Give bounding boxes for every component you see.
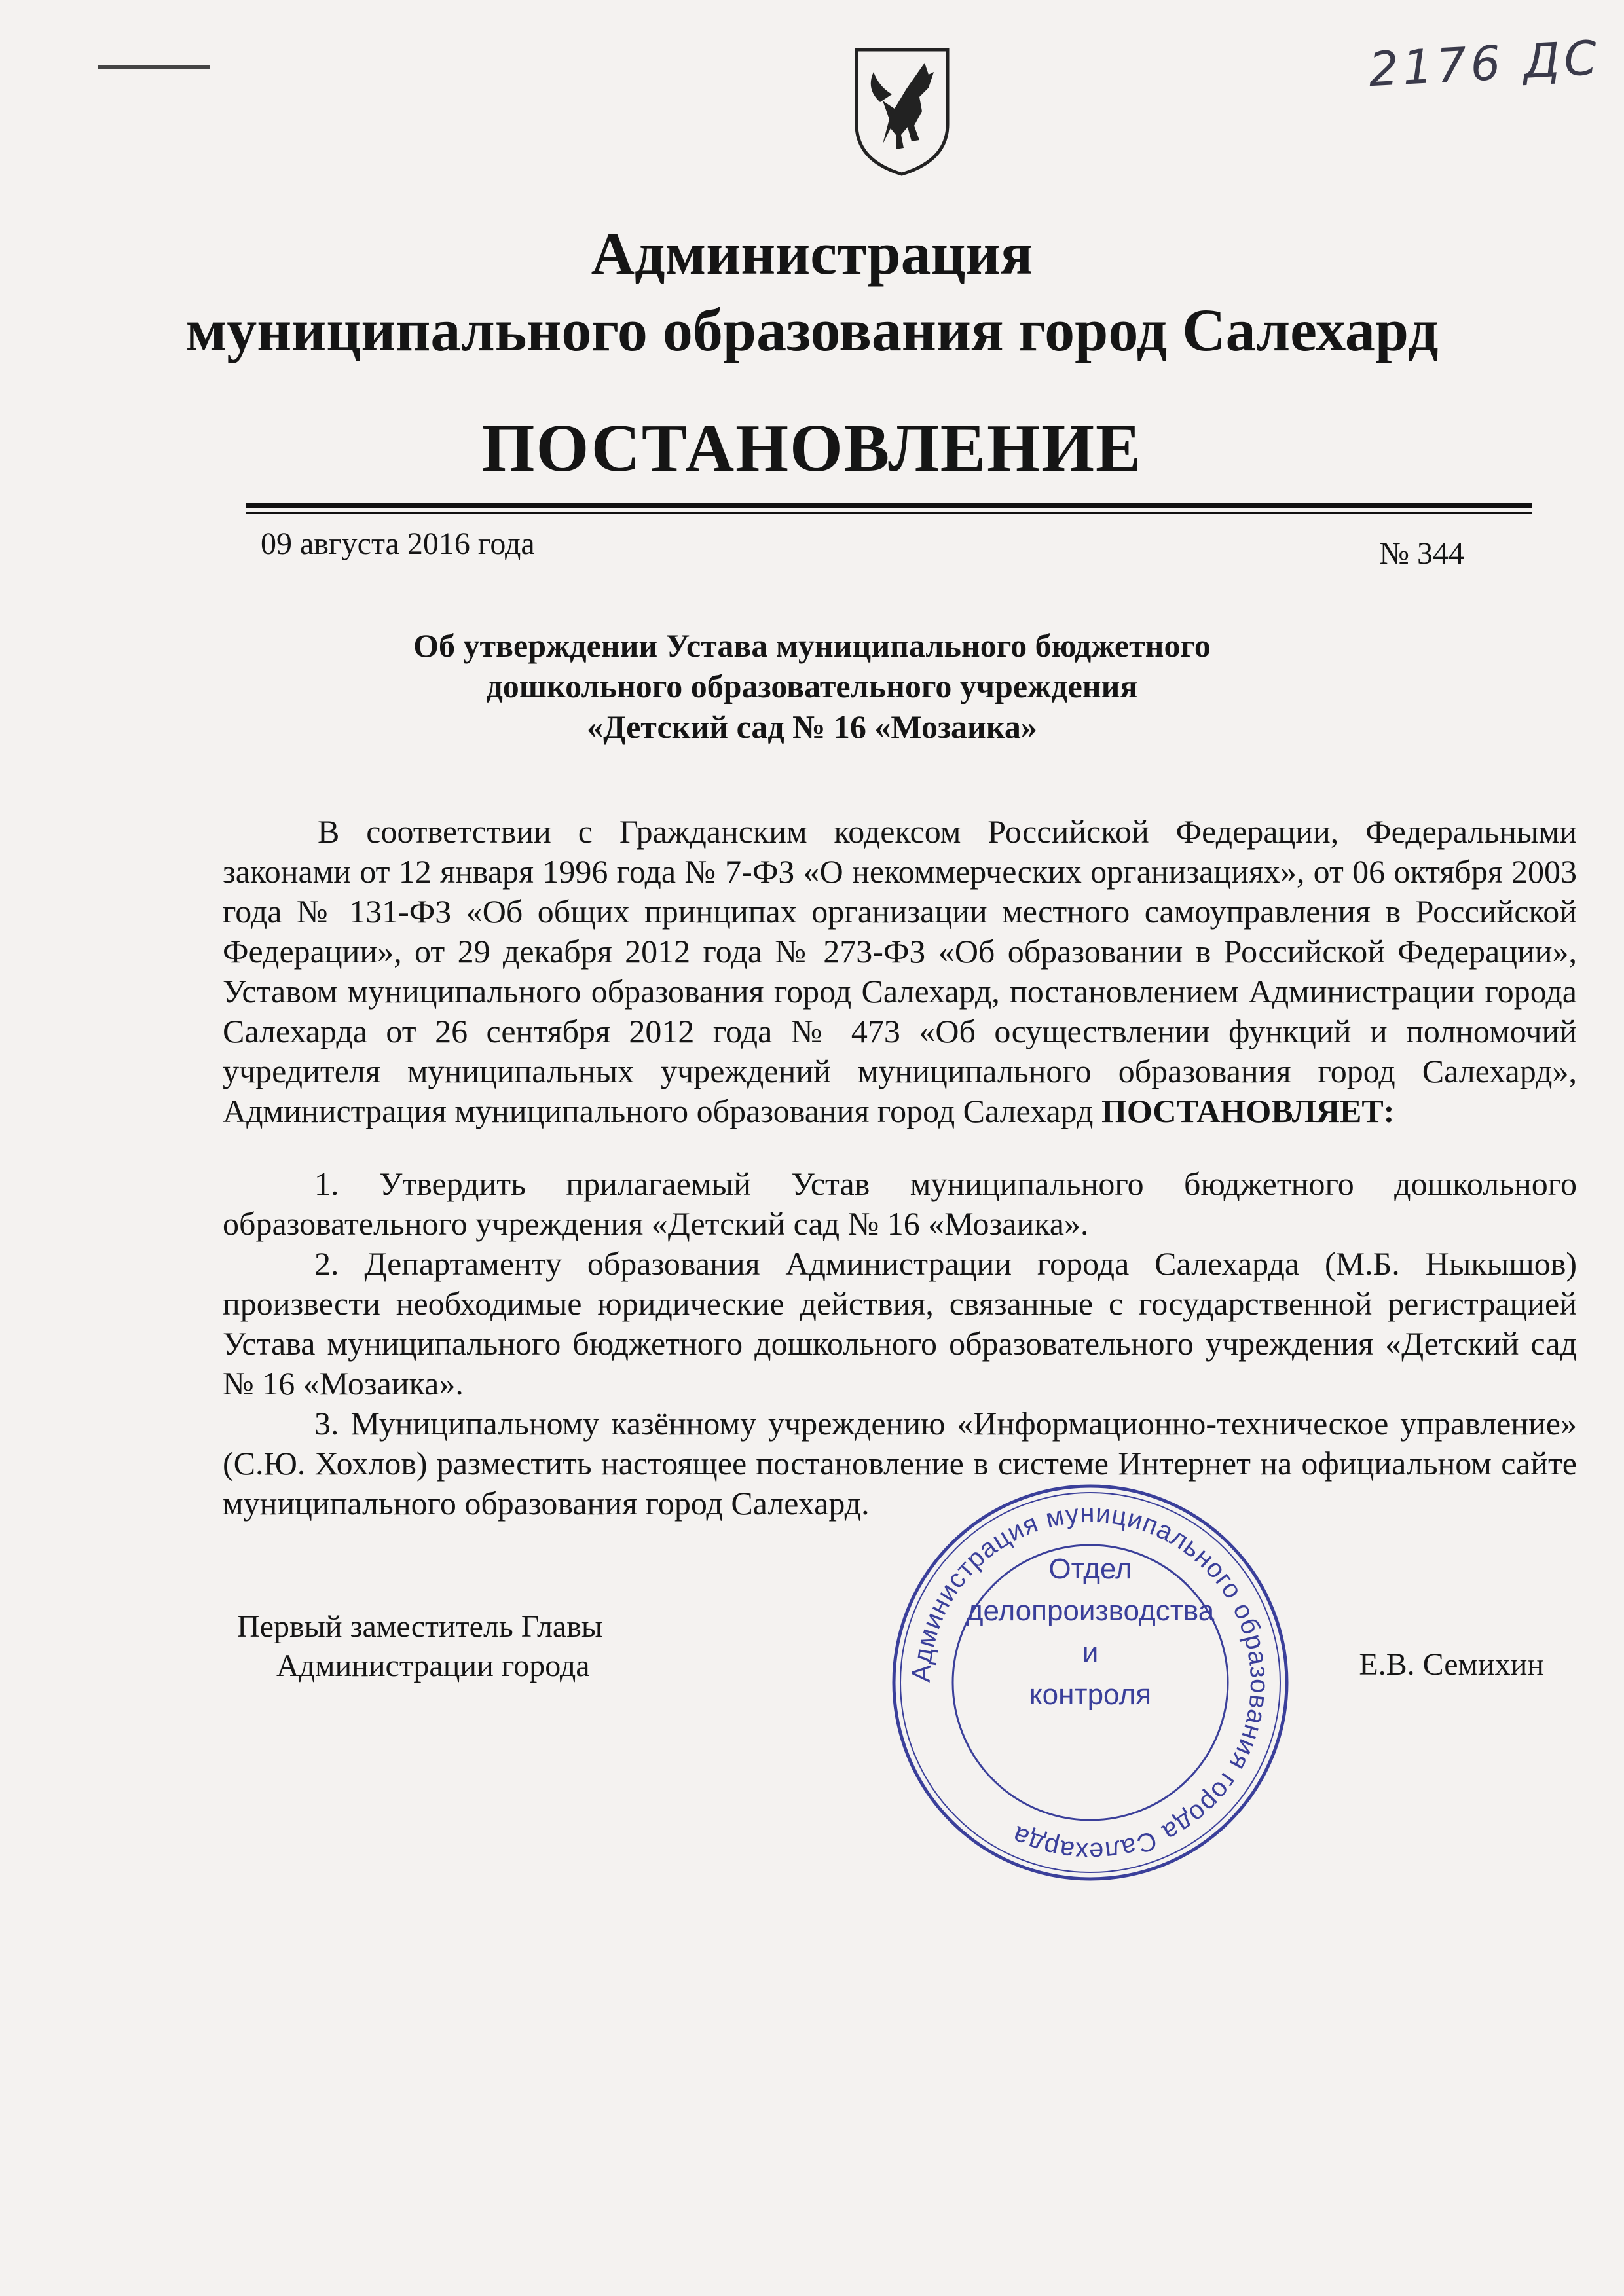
preamble-text: В соответствии с Гражданским кодексом Российской Федерации, Федеральными законами от 12 января 1996 года № 7-ФЗ «О некоммерческих организациях», от 06 октября 2003 года № 131-ФЗ «Об общих принципах организации местного самоуправления в Российской Федерации», от 29 декабря 2012 года № 273-ФЗ «Об образовании в Российской Федерации», Уставом муниципального образования город Салехард, постановлением Администрации города Салехарда от 26 сентября 2012 года № 473 «Об осуществлении функций и полномочий учредителя муниципальных учреждений муниципального образования город Салехард», Администрация муниципального образования город Салехард bbox=[223, 813, 1577, 1129]
header-rule-thin bbox=[246, 512, 1532, 514]
resolution-item-1: 1. Утвердить прилагаемый Устав муниципального бюджетного дошкольного образовательного учреждения «Детский сад № 16 «Мозаика». bbox=[223, 1165, 1577, 1242]
document-date: 09 августа 2016 года bbox=[261, 526, 535, 561]
subject-line-3: «Детский сад № 16 «Мозаика» bbox=[587, 708, 1037, 745]
document-type-title: ПОСТАНОВЛЕНИЕ bbox=[481, 410, 1143, 486]
signer-title-line2: Администрации города bbox=[276, 1649, 590, 1683]
document-number: № 344 bbox=[1379, 536, 1464, 571]
handwritten-registration-note: 2176 ДС bbox=[1367, 29, 1602, 98]
stamp-center-text bbox=[913, 1542, 1267, 1823]
salekhard-fox-coat-of-arms-icon bbox=[851, 46, 953, 177]
stamp-line-2: делопроизводства bbox=[966, 1595, 1215, 1627]
stamp-line-4: контроля bbox=[1029, 1679, 1152, 1711]
stamp-line-1: Отдел bbox=[1048, 1553, 1132, 1585]
header-rule-thick bbox=[246, 503, 1532, 508]
org-name-line2: муниципального образования город Салехард bbox=[185, 297, 1439, 363]
resolution-item-2: 2. Департаменту образования Администрации города Салехарда (М.Б. Ныкышов) произвести необходимые юридические действия, связанные с государственной регистрацией Устава муниципального бюджетного дошкольного образовательного учреждения «Детский сад № 16 «Мозаика». bbox=[223, 1245, 1577, 1402]
handwritten-dash-mark bbox=[98, 65, 210, 69]
subject-line-1: Об утверждении Устава муниципального бюджетного bbox=[413, 627, 1211, 664]
stamp-line-3: и bbox=[1082, 1637, 1099, 1669]
signer-name: Е.В. Семихин bbox=[1359, 1647, 1544, 1682]
document-body bbox=[223, 812, 1577, 1523]
preamble-paragraph bbox=[223, 812, 1577, 1131]
org-name-line1: Администрация bbox=[591, 220, 1033, 287]
subject-line-2: дошкольного образовательного учреждения bbox=[486, 668, 1138, 704]
document-subject bbox=[0, 625, 1624, 747]
signer-title-line1: Первый заместитель Главы bbox=[237, 1609, 603, 1644]
signer-title bbox=[237, 1607, 602, 1686]
resolution-item-3: 3. Муниципальному казённому учреждению «Информационно-техническое управление» (С.Ю. Хохлов) разместить настоящее постановление в системе Интернет на официальном сайте муниципального образования город Салехард. bbox=[223, 1405, 1577, 1522]
preamble-resolves: ПОСТАНОВЛЯЕТ: bbox=[1101, 1093, 1395, 1129]
stamp-ring-text: Администрация муниципального образования города Салехарда bbox=[906, 1499, 1274, 1867]
